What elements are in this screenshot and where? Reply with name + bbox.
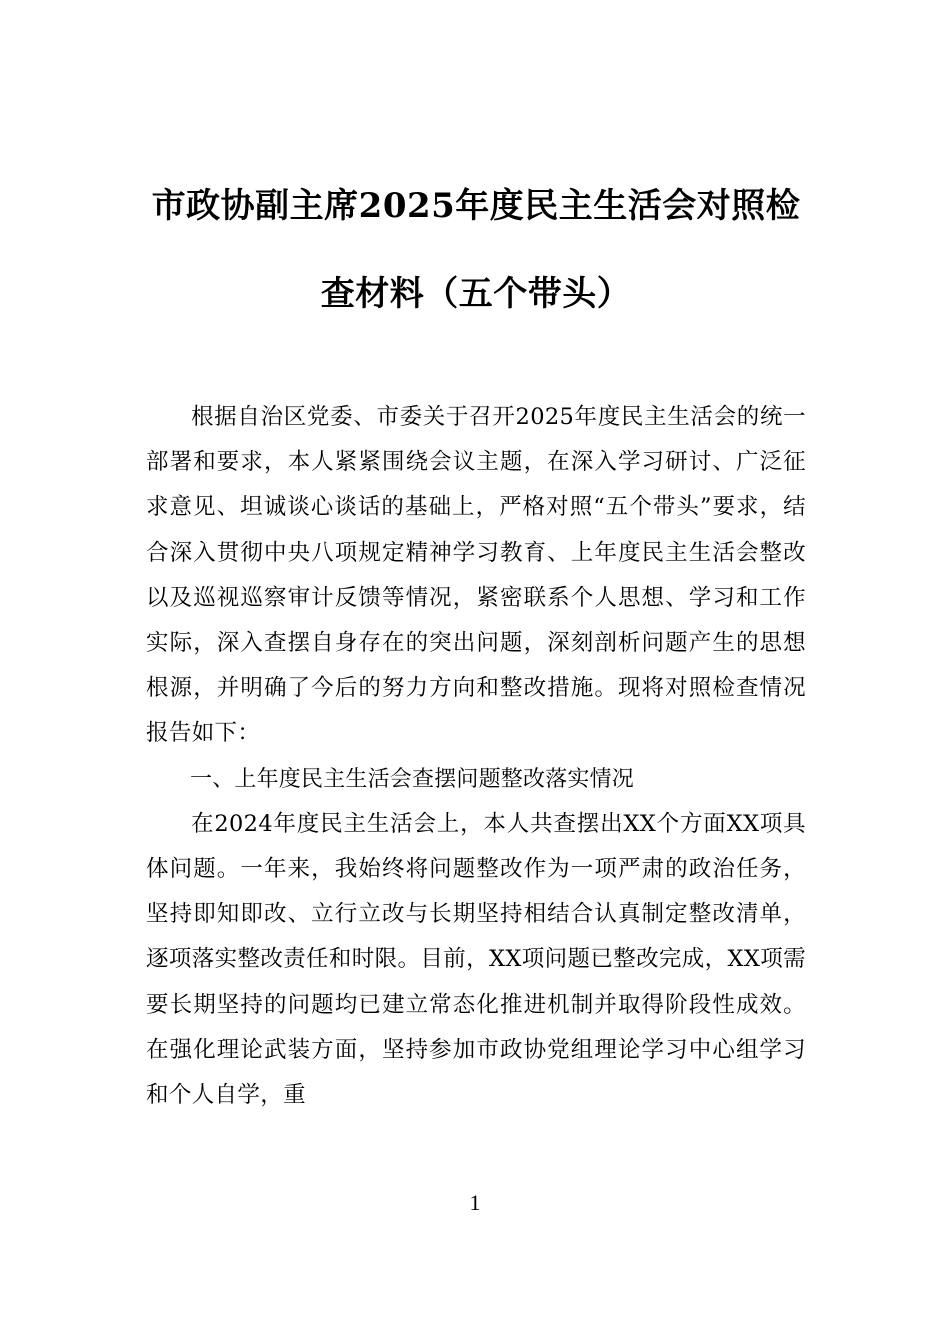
title-line-1: 市政协副主席2025年度民主生活会对照检 xyxy=(151,186,801,226)
document-body xyxy=(146,395,806,1118)
page-number: 1 xyxy=(469,1190,481,1215)
title-line-2: 查材料（五个带头） xyxy=(320,274,632,314)
section-heading-1: 一、上年度民主生活会查摆问题整改落实情况 xyxy=(190,766,635,792)
section-1-paragraph: 在2024年度民主生活会上，本人共查摆出XX个方面XX项具体问题。一年来，我始终将问题整改作为一项严肃的政治任务，坚持即知即改、立行立改与长期坚持相结合认真制定整改清单，逐项落实整改责任和时限。目前，XX项问题已整改完成，XX项需要长期坚持的问题均已建立常态化推进机制并取得阶段性成效。在强化理论武装方面，坚持参加市政协党组理论学习中心组学习和个人自学，重 xyxy=(146,810,806,1109)
document-title xyxy=(146,162,806,338)
intro-paragraph: 根据自治区党委、市委关于召开2025年度民主生活会的统一部署和要求，本人紧紧围绕会议主题，在深入学习研讨、广泛征求意见、坦诚谈心谈话的基础上，严格对照“五个带头”要求，结合深入贯彻中央八项规定精神学习教育、上年度民主生活会整改以及巡视巡察审计反馈等情况，紧密联系个人思想、学习和工作实际，深入查摆自身存在的突出问题，深刻剖析问题产生的思想根源，并明确了今后的努力方向和整改措施。现将对照检查情况报告如下： xyxy=(146,404,806,747)
